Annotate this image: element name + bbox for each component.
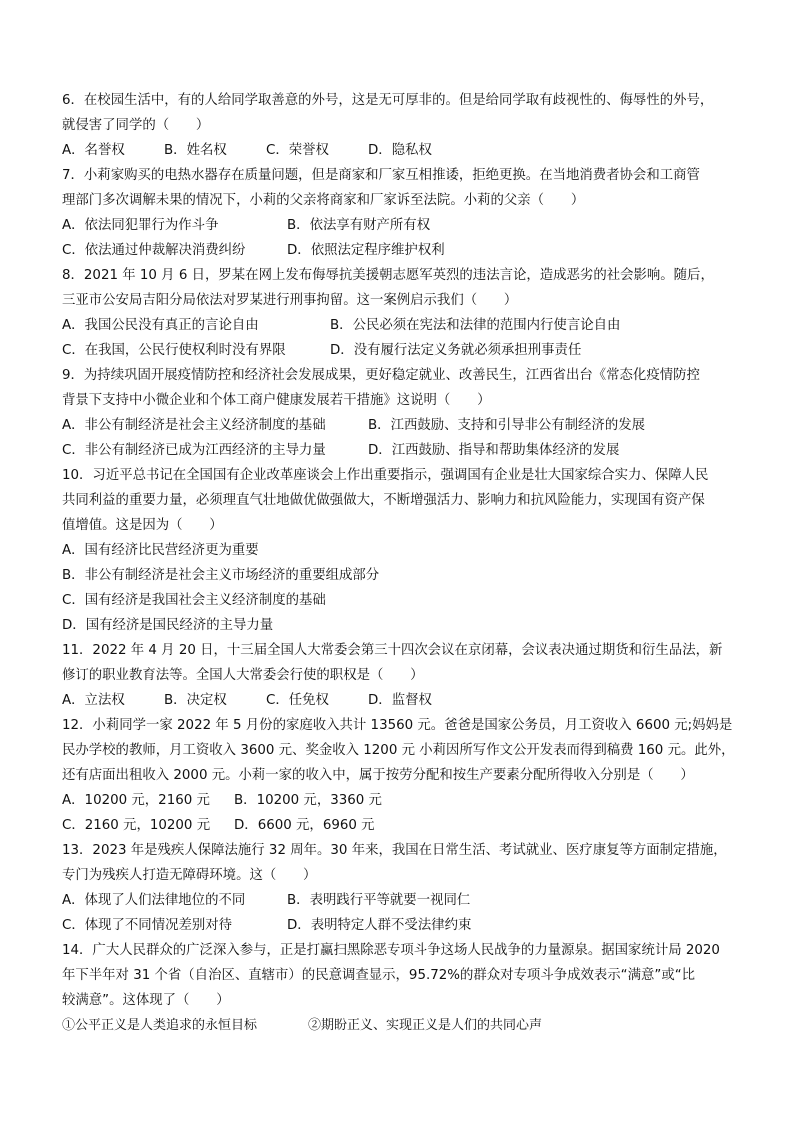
option-row	[62, 213, 742, 238]
option-b[interactable]: B．公民必须在宪法和法律的范围内行使言论自由	[330, 318, 621, 333]
question-text: 较满意”。这体现了（ ）	[62, 993, 230, 1008]
question-text: 年下半年对 31 个省（自治区、直辖市）的民意调查显示，95.72%的群众对专项斗争成效表示“满意”或“比	[62, 968, 696, 983]
option-row	[62, 438, 742, 463]
option-c[interactable]: C．在我国，公民行使权利时没有界限	[62, 343, 286, 358]
question-8	[62, 263, 742, 363]
question-text: 10．习近平总书记在全国国有企业改革座谈会上作出重要指示，强调国有企业是壮大国家综合实力、保障人民	[62, 468, 709, 483]
option-a[interactable]: A．立法权	[62, 693, 125, 708]
option-d[interactable]: D．依照法定程序维护权利	[287, 243, 445, 258]
question-text: 12．小莉同学一家 2022 年 5 月份的家庭收入共计 13560 元。爸爸是国家公务员，月工资收入 6600 元;妈妈是	[62, 718, 733, 733]
question-text: 7．小莉家购买的电热水器存在质量问题，但是商家和厂家互相推诿，拒绝更换。在当地消费者协会和工商管	[62, 168, 700, 183]
option-d[interactable]: D．没有履行法定义务就必须承担刑事责任	[330, 343, 582, 358]
option-row	[62, 138, 742, 163]
question-text: 值增值。这是因为（ ）	[62, 518, 223, 533]
question-text: 修订的职业教育法等。全国人大常委会行使的职权是（ ）	[62, 668, 424, 683]
option-b[interactable]: B．10200 元，3360 元	[234, 793, 382, 808]
option-a[interactable]: A．名誉权	[62, 143, 125, 158]
question-11	[62, 638, 742, 713]
question-text: 还有店面出租收入 2000 元。小莉一家的收入中，属于按劳分配和按生产要素分配所得收入分别是（ ）	[62, 768, 694, 783]
question-list	[62, 88, 742, 1038]
option-row	[62, 338, 742, 363]
question-6	[62, 88, 742, 163]
option-b[interactable]: B．非公有制经济是社会主义市场经济的重要组成部分	[62, 568, 380, 583]
option-c[interactable]: C．依法通过仲裁解决消费纠纷	[62, 243, 246, 258]
option-c[interactable]: C．体现了不同情况差别对待	[62, 918, 233, 933]
option-a[interactable]: A．非公有制经济是社会主义经济制度的基础	[62, 418, 326, 433]
question-text: 14．广大人民群众的广泛深入参与，正是打赢扫黑除恶专项斗争这场人民战争的力量源泉。据国家统计局 2020	[62, 943, 720, 958]
option-a[interactable]: A．体现了人们法律地位的不同	[62, 893, 246, 908]
question-text: 背景下支持中小微企业和个体工商户健康发展若干措施》这说明（ ）	[62, 393, 491, 408]
option-c[interactable]: C．国有经济是我国社会主义经济制度的基础	[62, 593, 326, 608]
option-row	[62, 563, 742, 588]
option-b[interactable]: B．姓名权	[164, 143, 227, 158]
option-d[interactable]: D．江西鼓励、指导和帮助集体经济的发展	[368, 443, 620, 458]
option-b[interactable]: B．江西鼓励、支持和引导非公有制经济的发展	[368, 418, 645, 433]
option-d[interactable]: D．6600 元，6960 元	[234, 818, 375, 833]
statement-2: ②期盼正义、实现正义是人们的共同心声	[308, 1018, 543, 1033]
option-d[interactable]: D．隐私权	[368, 143, 432, 158]
question-text: 共同利益的重要力量，必须理直气壮地做优做强做大，不断增强活力、影响力和抗风险能力，实现国有资产保	[62, 493, 705, 508]
question-text: 理部门多次调解未果的情况下，小莉的父亲将商家和厂家诉至法院。小莉的父亲（ ）	[62, 193, 585, 208]
statement-row	[62, 1013, 742, 1038]
option-row	[62, 888, 742, 913]
question-text: 13．2023 年是残疾人保障法施行 32 周年。30 年来，我国在日常生活、考试就业、医疗康复等方面制定措施，	[62, 843, 727, 858]
option-b[interactable]: B．依法享有财产所有权	[287, 218, 431, 233]
question-text: 11．2022 年 4 月 20 日，十三届全国人大常委会第三十四次会议在京闭幕，会议表决通过期货和衍生品法，新	[62, 643, 723, 658]
question-text: 8．2021 年 10 月 6 日，罗某在网上发布侮辱抗美援朝志愿军英烈的违法言论，造成恶劣的社会影响。随后，	[62, 268, 714, 283]
question-13	[62, 838, 742, 938]
option-row	[62, 588, 742, 613]
question-text: 就侵害了同学的（ ）	[62, 118, 210, 133]
option-row	[62, 313, 742, 338]
option-a[interactable]: A．我国公民没有真正的言论自由	[62, 318, 259, 333]
option-a[interactable]: A．依法同犯罪行为作斗争	[62, 218, 219, 233]
option-a[interactable]: A．国有经济比民营经济更为重要	[62, 543, 259, 558]
option-row	[62, 613, 742, 638]
option-b[interactable]: B．表明践行平等就要一视同仁	[287, 893, 471, 908]
option-d[interactable]: D．监督权	[368, 693, 432, 708]
option-row	[62, 238, 742, 263]
option-c[interactable]: C．荣誉权	[266, 143, 329, 158]
question-7	[62, 163, 742, 263]
statement-1: ①公平正义是人类追求的永恒目标	[62, 1018, 258, 1033]
option-a[interactable]: A．10200 元，2160 元	[62, 793, 210, 808]
question-9	[62, 363, 742, 463]
question-text: 专门为残疾人打造无障碍环境。这（ ）	[62, 868, 317, 883]
option-row	[62, 788, 742, 813]
question-text: 三亚市公安局吉阳分局依法对罗某进行刑事拘留。这一案例启示我们（ ）	[62, 293, 518, 308]
option-c[interactable]: C．非公有制经济已成为江西经济的主导力量	[62, 443, 326, 458]
option-d[interactable]: D．表明特定人群不受法律约束	[287, 918, 472, 933]
option-row	[62, 538, 742, 563]
option-d[interactable]: D．国有经济是国民经济的主导力量	[62, 618, 274, 633]
option-row	[62, 688, 742, 713]
option-c[interactable]: C．任免权	[266, 693, 329, 708]
question-14	[62, 938, 742, 1038]
option-row	[62, 813, 742, 838]
question-text: 9．为持续巩固开展疫情防控和经济社会发展成果，更好稳定就业、改善民生，江西省出台《常态化疫情防控	[62, 368, 700, 383]
question-10	[62, 463, 742, 638]
option-c[interactable]: C．2160 元，10200 元	[62, 818, 211, 833]
question-text: 6．在校园生活中，有的人给同学取善意的外号，这是无可厚非的。但是给同学取有歧视性的、侮辱性的外号，	[62, 93, 714, 108]
option-row	[62, 913, 742, 938]
option-b[interactable]: B．决定权	[164, 693, 227, 708]
option-row	[62, 413, 742, 438]
question-12	[62, 713, 742, 838]
question-text: 民办学校的教师，月工资收入 3600 元、奖金收入 1200 元 小莉因所写作文公开发表而得到稿费 160 元。此外，	[62, 743, 735, 758]
